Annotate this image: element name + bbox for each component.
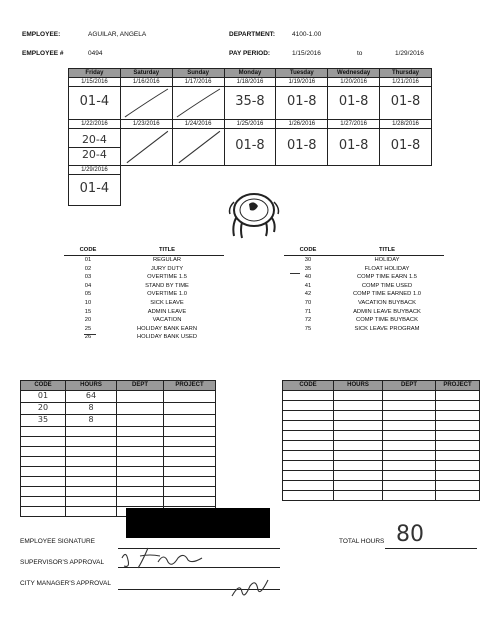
day-header: Thursday	[380, 69, 432, 78]
total-hours-line[interactable]	[385, 548, 477, 549]
supervisor-signature-icon	[118, 544, 218, 572]
entry-cell[interactable]	[380, 87, 432, 120]
total-hours-label: TOTAL HOURS	[339, 538, 385, 545]
redaction-box	[126, 508, 270, 538]
pay-period-to: to	[357, 50, 363, 57]
table-row	[21, 487, 216, 497]
department-value: 4100-1.00	[292, 31, 322, 38]
employee-signature-label: EMPLOYEE SIGNATURE	[20, 538, 96, 545]
list-item: 26 HOLIDAY BANK USED	[84, 334, 198, 341]
city-manager-signature-icon	[228, 576, 272, 602]
hand-mark	[84, 334, 96, 335]
handwritten-entry: 01-8	[338, 138, 369, 153]
table-row	[283, 391, 480, 401]
title-header: TITLE	[158, 247, 176, 253]
table-row	[283, 471, 480, 481]
department-label: DEPARTMENT:	[229, 31, 276, 38]
handwritten-entry: 01-4	[79, 94, 110, 109]
list-item: 35 FLOAT HOLIDAY	[304, 265, 410, 272]
slash-mark-icon	[121, 129, 172, 165]
date-cell: 1/15/2016	[69, 78, 121, 87]
day-header: Sunday	[172, 69, 224, 78]
table-row	[283, 411, 480, 421]
column-header: HOURS	[334, 381, 383, 391]
entry-cell[interactable]	[276, 129, 328, 166]
employee-label: EMPLOYEE:	[22, 31, 61, 38]
list-item: 20 VACATION	[84, 317, 182, 324]
date-cell: 1/23/2016	[120, 120, 172, 129]
table-row	[283, 461, 480, 471]
handwritten-entry: 01-8	[287, 138, 317, 153]
pay-period-end: 1/29/2016	[395, 50, 424, 57]
table-row	[283, 451, 480, 461]
code-header: CODE	[79, 247, 97, 253]
list-item: 40 COMP TIME EARN 1.5	[304, 274, 418, 281]
entry-cell-empty[interactable]	[172, 87, 224, 120]
hand-mark	[290, 273, 300, 274]
slash-mark-icon	[173, 129, 224, 165]
table-row	[21, 457, 216, 467]
city-manager-approval-label: CITY MANAGER'S APPROVAL	[20, 580, 111, 587]
table-row	[283, 491, 480, 501]
list-item: 15 ADMIN LEAVE	[84, 308, 187, 315]
table-row	[21, 497, 216, 507]
column-header: DEPT	[383, 381, 436, 391]
column-header: DEPT	[117, 381, 164, 391]
timesheet-grid	[68, 68, 432, 206]
table-row	[21, 477, 216, 487]
total-hours-value: 80	[396, 522, 424, 547]
employee-name: AGUILAR, ANGELA	[88, 31, 147, 38]
list-item: 04 STAND BY TIME	[84, 282, 189, 289]
date-cell: 1/25/2016	[224, 120, 276, 129]
table-row	[283, 431, 480, 441]
entry-cell[interactable]	[380, 129, 432, 166]
entry-cell[interactable]	[328, 87, 380, 120]
table-row	[283, 441, 480, 451]
code-list-left	[64, 246, 224, 342]
hours-table-left	[20, 380, 216, 517]
date-cell: 1/27/2016	[328, 120, 380, 129]
title-header: TITLE	[378, 247, 396, 253]
handwritten-entry: 01-8	[338, 94, 369, 109]
supervisor-approval-label: SUPERVISOR'S APPROVAL	[20, 559, 105, 566]
entry-cell[interactable]	[276, 87, 328, 120]
column-header: CODE	[21, 381, 66, 391]
pay-period-label: PAY PERIOD:	[229, 50, 271, 57]
list-item: 42 COMP TIME EARNED 1.0	[304, 291, 422, 298]
day-header: Friday	[69, 69, 121, 78]
date-cell: 1/24/2016	[172, 120, 224, 129]
pay-period-start: 1/15/2016	[292, 50, 321, 57]
day-header: Saturday	[120, 69, 172, 78]
date-cell: 1/26/2016	[276, 120, 328, 129]
list-item: 75 SICK LEAVE PROGRAM	[304, 325, 420, 332]
list-item: 71 ADMIN LEAVE BUYBACK	[304, 308, 421, 315]
table-row	[21, 467, 216, 477]
hours-table-right	[282, 380, 480, 501]
table-row	[283, 421, 480, 431]
list-item: 41 COMP TIME USED	[304, 282, 413, 289]
list-item: 72 COMP TIME BUYBACK	[304, 317, 418, 324]
list-item: 05 OVERTIME 1.0	[84, 291, 187, 298]
list-item: 10 SICK LEAVE	[84, 299, 184, 306]
date-cell: 1/29/2016	[69, 166, 121, 175]
code-header: CODE	[299, 247, 317, 253]
table-row: 20 8	[21, 403, 216, 415]
date-cell: 1/19/2016	[276, 78, 328, 87]
table-row	[283, 481, 480, 491]
handwritten-entry: 01-4	[79, 181, 110, 196]
entry-cell-empty[interactable]	[172, 129, 224, 166]
handwritten-entry: 20-4	[69, 133, 120, 148]
list-item: 25 HOLIDAY BANK EARN	[84, 325, 198, 332]
slash-mark-icon	[121, 87, 172, 119]
handwritten-entry: 01-8	[390, 138, 421, 153]
handwritten-entry: 20-4	[81, 147, 107, 161]
list-item: 02 JURY DUTY	[84, 265, 184, 272]
entry-cell[interactable]	[328, 129, 380, 166]
list-item: 03 OVERTIME 1.5	[84, 274, 187, 281]
date-cell: 1/21/2016	[380, 78, 432, 87]
entry-cell[interactable]	[69, 129, 121, 166]
seal-stamp-icon	[222, 188, 284, 244]
entry-cell[interactable]	[69, 87, 121, 120]
column-header: PROJECT	[436, 381, 480, 391]
date-cell: 1/18/2016	[224, 78, 276, 87]
day-header: Monday	[224, 69, 276, 78]
day-header: Tuesday	[276, 69, 328, 78]
handwritten-entry: 01-8	[235, 138, 265, 153]
date-cell: 1/16/2016	[120, 78, 172, 87]
table-row	[21, 427, 216, 437]
handwritten-entry: 35-8	[235, 94, 265, 109]
entry-cell[interactable]	[69, 175, 121, 206]
code-list-right	[284, 246, 444, 333]
handwritten-entry: 01-8	[390, 94, 421, 109]
column-header: CODE	[283, 381, 334, 391]
table-row	[21, 447, 216, 457]
table-row: 35 8	[21, 415, 216, 427]
list-item: 01 REGULAR	[84, 257, 182, 263]
entry-cell-empty[interactable]	[120, 129, 172, 166]
date-cell: 1/28/2016	[380, 120, 432, 129]
column-header: HOURS	[66, 381, 117, 391]
entry-cell-empty[interactable]	[120, 87, 172, 120]
table-row	[283, 401, 480, 411]
list-item: 70 VACATION BUYBACK	[304, 299, 417, 306]
column-header: PROJECT	[164, 381, 216, 391]
date-cell: 1/17/2016	[172, 78, 224, 87]
employee-number-label: EMPLOYEE #	[22, 50, 64, 57]
slash-mark-icon	[173, 87, 224, 119]
table-row: 01 64	[21, 391, 216, 403]
employee-number: 0494	[88, 50, 103, 57]
date-cell: 1/22/2016	[69, 120, 121, 129]
entry-cell[interactable]	[224, 87, 276, 120]
entry-cell[interactable]	[224, 129, 276, 166]
day-header: Wednesday	[328, 69, 380, 78]
date-cell: 1/20/2016	[328, 78, 380, 87]
handwritten-entry: 01-8	[287, 94, 317, 109]
table-row	[21, 437, 216, 447]
list-item: 30 HOLIDAY	[304, 257, 400, 263]
